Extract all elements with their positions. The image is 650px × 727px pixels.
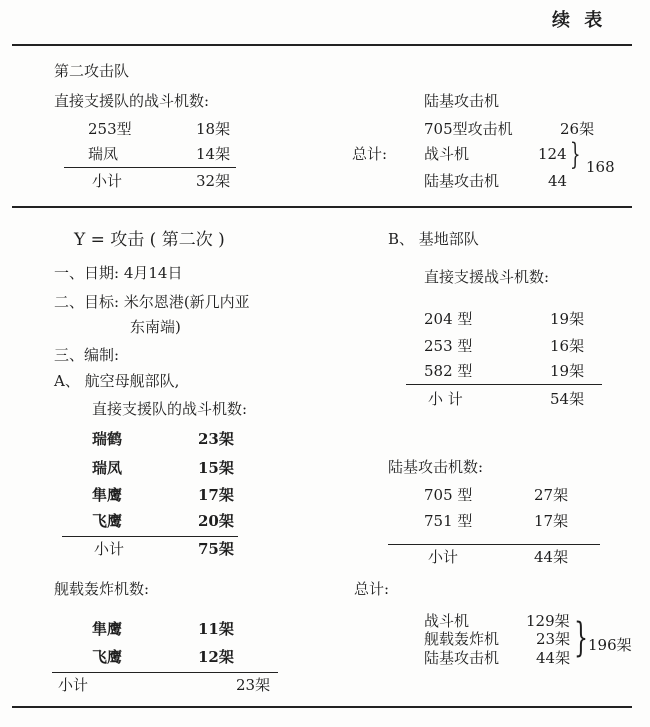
top-fighter-count: 18架 <box>196 120 231 138</box>
left-fighter-count: 17架 <box>198 486 234 504</box>
top-total-name: 陆基攻击机 <box>424 172 500 190</box>
attack-title: Y = 攻击 ( 第二次 ) <box>74 230 225 250</box>
base-unit-heading: B、 基地部队 <box>388 230 479 248</box>
bomber-name: 飞鹰 <box>92 648 123 666</box>
right-attack-subtotal-count: 44架 <box>534 548 569 566</box>
continued-table-title: 续 表 <box>552 10 607 31</box>
top-subtotal-count: 32架 <box>196 172 231 190</box>
right-attack-count: 27架 <box>534 486 569 504</box>
top-brace-icon: } <box>570 137 581 172</box>
right-attack-heading: 陆基攻击机数: <box>388 458 484 476</box>
right-attack-subtotal-label: 小计 <box>428 548 459 566</box>
top-brace-total: 168 <box>586 158 615 176</box>
right-fighter-name: 582 型 <box>424 362 473 380</box>
right-fighter-count: 19架 <box>550 310 585 328</box>
left-fighter-count: 23架 <box>198 430 234 448</box>
top-attack-heading: 陆基攻击机 <box>424 92 500 110</box>
bottom-brace-icon: } <box>574 615 588 661</box>
bomber-heading: 舰载轰炸机数: <box>54 580 150 598</box>
bomber-count: 11架 <box>198 620 234 638</box>
right-fighter-count: 16架 <box>550 337 585 355</box>
right-fighter-subtotal-count: 54架 <box>550 390 585 408</box>
composition-line: 三、编制: <box>54 346 120 364</box>
right-attack-name: 705 型 <box>424 486 473 504</box>
section-rule <box>12 206 632 208</box>
right-attack-count: 17架 <box>534 512 569 530</box>
right-total-count: 129架 <box>526 612 570 630</box>
top-fighter-count: 14架 <box>196 145 231 163</box>
bottom-brace-total: 196架 <box>588 636 632 654</box>
second-attack-unit: 第二攻击队 <box>54 62 130 80</box>
right-total-name: 舰载轰炸机 <box>424 630 500 648</box>
left-fighter-subtotal-label: 小计 <box>94 540 125 558</box>
left-fighter-name: 瑞凤 <box>92 459 123 477</box>
bomber-subtotal-label: 小计 <box>58 676 89 694</box>
top-fighter-heading: 直接支援队的战斗机数: <box>54 92 210 110</box>
right-attack-subtotal-rule <box>388 544 600 545</box>
bomber-count: 12架 <box>198 648 234 666</box>
top-total-name: 战斗机 <box>424 145 470 163</box>
left-fighter-name: 瑞鹤 <box>92 430 123 448</box>
top-total-count: 124 <box>538 145 567 163</box>
top-total-label: 总计: <box>352 145 388 163</box>
left-fighter-count: 20架 <box>198 512 234 530</box>
carrier-heading: A、 航空母舰部队, <box>54 372 180 390</box>
left-fighter-subtotal-rule <box>62 536 238 537</box>
left-fighter-name: 隼鹰 <box>92 486 123 504</box>
right-fighter-name: 204 型 <box>424 310 473 328</box>
right-attack-name: 751 型 <box>424 512 473 530</box>
right-fighter-subtotal-rule <box>406 384 602 385</box>
top-fighter-name: 瑞凤 <box>88 145 119 163</box>
left-fighter-subtotal-count: 75架 <box>198 540 234 558</box>
target-line: 二、目标: 米尔恩港(新几内亚 <box>54 293 250 311</box>
left-fighter-count: 15架 <box>198 459 234 477</box>
top-subtotal-rule <box>64 167 236 168</box>
right-fighter-count: 19架 <box>550 362 585 380</box>
footer-rule <box>12 706 632 708</box>
bomber-name: 隼鹰 <box>92 620 123 638</box>
right-fighter-heading: 直接支援战斗机数: <box>424 268 550 286</box>
top-total-count: 26架 <box>560 120 595 138</box>
header-rule <box>12 44 632 46</box>
right-total-name: 战斗机 <box>424 612 470 630</box>
top-subtotal-label: 小计 <box>92 172 123 190</box>
right-total-count: 23架 <box>536 630 571 648</box>
top-total-count: 44 <box>548 172 568 190</box>
right-total-label: 总计: <box>354 580 390 598</box>
right-total-count: 44架 <box>536 649 571 667</box>
right-fighter-name: 253 型 <box>424 337 473 355</box>
left-fighter-name: 飞鹰 <box>92 512 123 530</box>
date-line: 一、日期: 4月14日 <box>54 264 183 282</box>
left-fighter-heading: 直接支援队的战斗机数: <box>92 400 248 418</box>
right-total-name: 陆基攻击机 <box>424 649 500 667</box>
top-total-name: 705型攻击机 <box>424 120 513 138</box>
target-line-continued: 东南端) <box>130 318 181 336</box>
bomber-subtotal-count: 23架 <box>236 676 271 694</box>
top-fighter-name: 253型 <box>88 120 132 138</box>
bomber-subtotal-rule <box>52 672 278 673</box>
right-fighter-subtotal-label: 小 计 <box>428 390 463 408</box>
